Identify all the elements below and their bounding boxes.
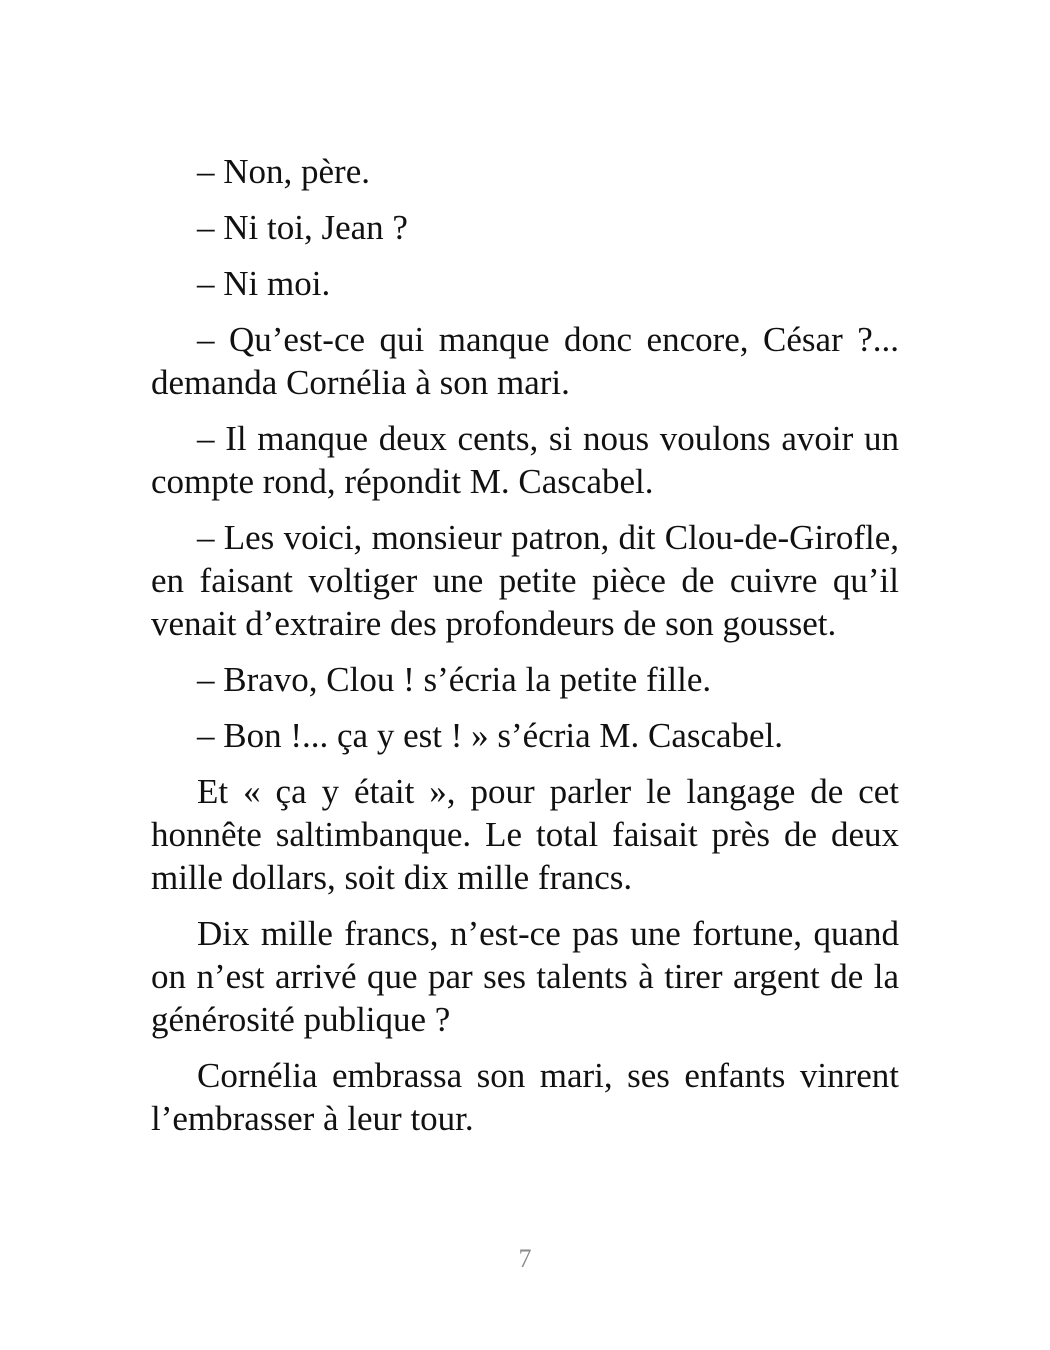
- paragraph: – Bon !... ça y est ! » s’écria M. Cascabel.: [197, 716, 784, 755]
- paragraph: – Qu’est-ce qui manque donc encore, César ?... demanda Cornélia à son mari.: [151, 320, 899, 402]
- paragraph: – Les voici, monsieur patron, dit Clou-de-Girofle, en faisant voltiger une petite pièce de cuivre qu’il venait d’extraire des profondeurs de son gousset.: [151, 518, 899, 643]
- paragraph: – Il manque deux cents, si nous voulons avoir un compte rond, répondit M. Cascabel.: [151, 419, 899, 501]
- body-text: [151, 150, 899, 1153]
- paragraph: Et « ça y était », pour parler le langage de cet honnête saltimbanque. Le total faisait près de deux mille dollars, soit dix mille francs.: [151, 772, 899, 897]
- paragraph: – Ni toi, Jean ?: [197, 208, 408, 247]
- paragraph: Cornélia embrassa son mari, ses enfants vinrent l’embrasser à leur tour.: [151, 1056, 899, 1138]
- page-number: 7: [518, 1244, 532, 1273]
- paragraph: – Non, père.: [197, 152, 371, 191]
- paragraph: – Bravo, Clou ! s’écria la petite fille.: [197, 660, 712, 699]
- paragraph: – Ni moi.: [197, 264, 331, 303]
- paragraph: Dix mille francs, n’est-ce pas une fortune, quand on n’est arrivé que par ses talents à tirer argent de la générosité publique ?: [151, 914, 899, 1039]
